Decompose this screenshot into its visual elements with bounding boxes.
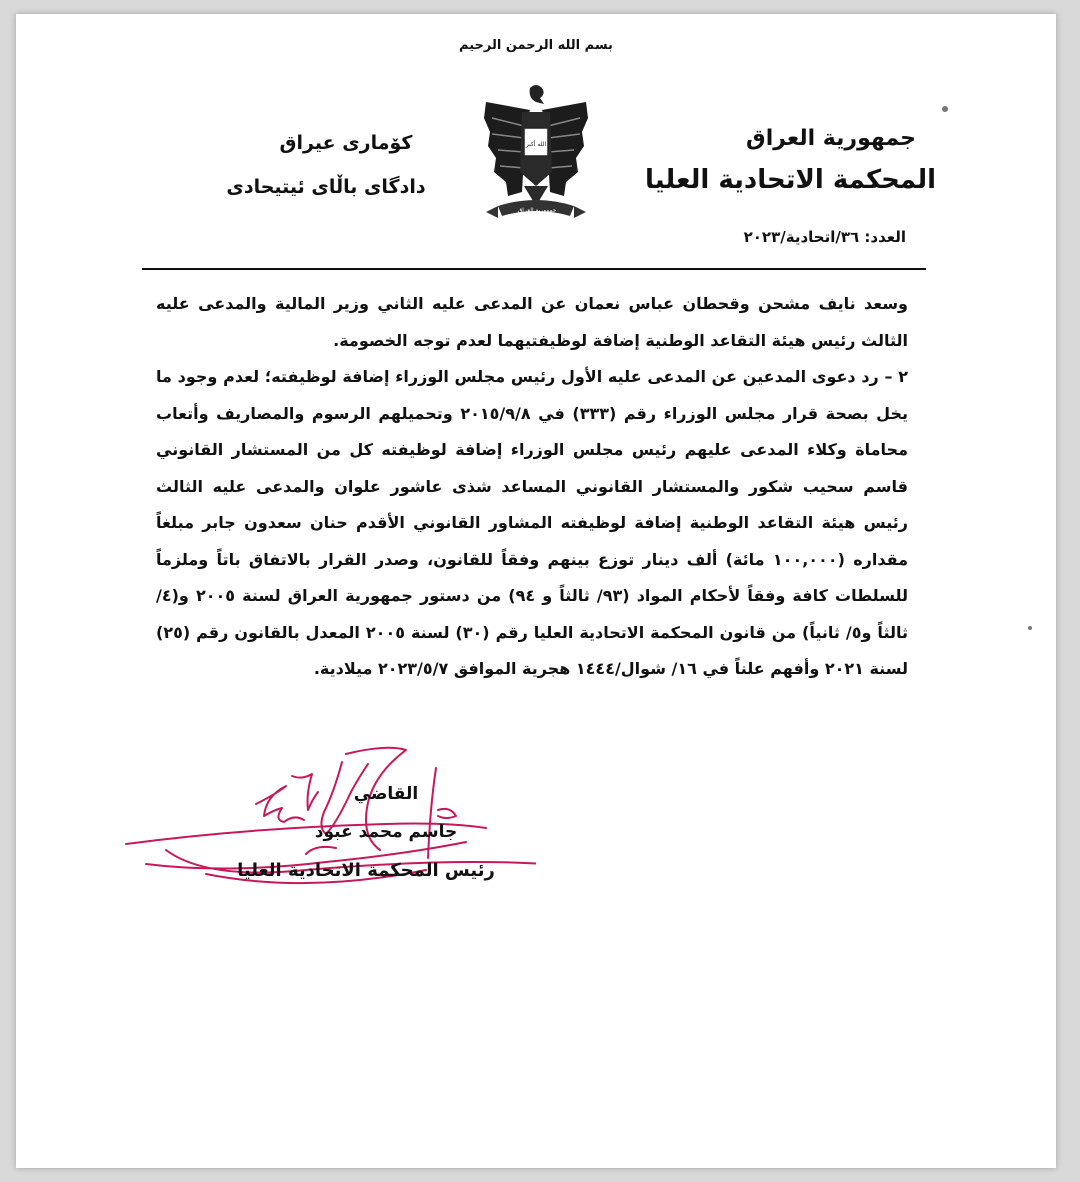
document-body (156, 286, 908, 688)
svg-text:الله أكبر: الله أكبر (525, 141, 547, 148)
header-divider (142, 268, 926, 270)
country-name-kurdish: كۆمارى عيراق (279, 132, 413, 154)
court-name-arabic: المحكمة الاتحادية العليا (644, 165, 936, 195)
signatory-title: القاضي (353, 784, 419, 804)
signatory-position: رئيس المحكمة الاتحادية العليا (237, 860, 495, 881)
country-name-arabic: جمهورية العراق (746, 126, 916, 151)
emblem-label: جمهورية العراق (517, 207, 557, 214)
document-page (16, 14, 1056, 1168)
reference-number: العدد: ٣٦/اتحادية/٢٠٢٣ (743, 228, 906, 246)
basmala: بسم الله الرحمن الرحيم (459, 38, 613, 53)
header-kurdish (196, 132, 456, 198)
court-name-kurdish: دادگای باڵای ئیتیحادی (226, 176, 426, 198)
header-arabic (625, 126, 936, 195)
signature-block (206, 784, 506, 881)
page-mark (1028, 626, 1032, 630)
body-paragraph: وسعد نايف مشحن وقحطان عباس نعمان عن المدعى عليه الثاني وزير المالية والمدعى عليه الثالث رئيس هيئة التقاعد الوطنية إضافة لوظيفتيهما لعدم توجه الخصومة. (156, 294, 908, 350)
body-paragraph: ٢ – رد دعوى المدعين عن المدعى عليه الأول رئيس مجلس الوزراء إضافة لوظيفته؛ لعدم وجود ما يخل بصحة قرار مجلس الوزراء رقم (٣٣٣) في ٢٠١٥/٩/٨ وتحميلهم الرسوم والمصاريف وأتعاب محاماة وكلاء المدعى عليهم رئيس مجلس الوزراء إضافة لوظيفته كل من المستشار القانوني قاسم سحيب شكور والمستشار القانوني المساعد شذى عاشور علوان والمدعى عليه الثالث رئيس هيئة التقاعد الوطنية إضافة لوظيفته المشاور القانوني الأقدم حنان سعدون جابر مبلغاً مقداره (١٠٠,٠٠٠ مائة) ألف دينار توزع بينهم وفقاً للقانون، وصدر القرار بالاتفاق باتاً وملزماً للسلطات كافة وفقاً لأحكام المواد (٩٣/ ثالثاً و ٩٤) من دستور جمهورية العراق لسنة ٢٠٠٥ و(٤/ ثالثاً و٥/ ثانياً) من قانون المحكمة الاتحادية العليا رقم (٣٠) لسنة ٢٠٠٥ المعدل بالقانون رقم (٢٥) لسنة ٢٠٢١ وأفهم علناً في ١٦/ شوال/١٤٤٤ هجرية الموافق ٢٠٢٣/٥/٧ ميلادية. (156, 367, 909, 678)
page-mark (942, 106, 948, 112)
signatory-name: جاسم محمد عبود (314, 822, 458, 842)
